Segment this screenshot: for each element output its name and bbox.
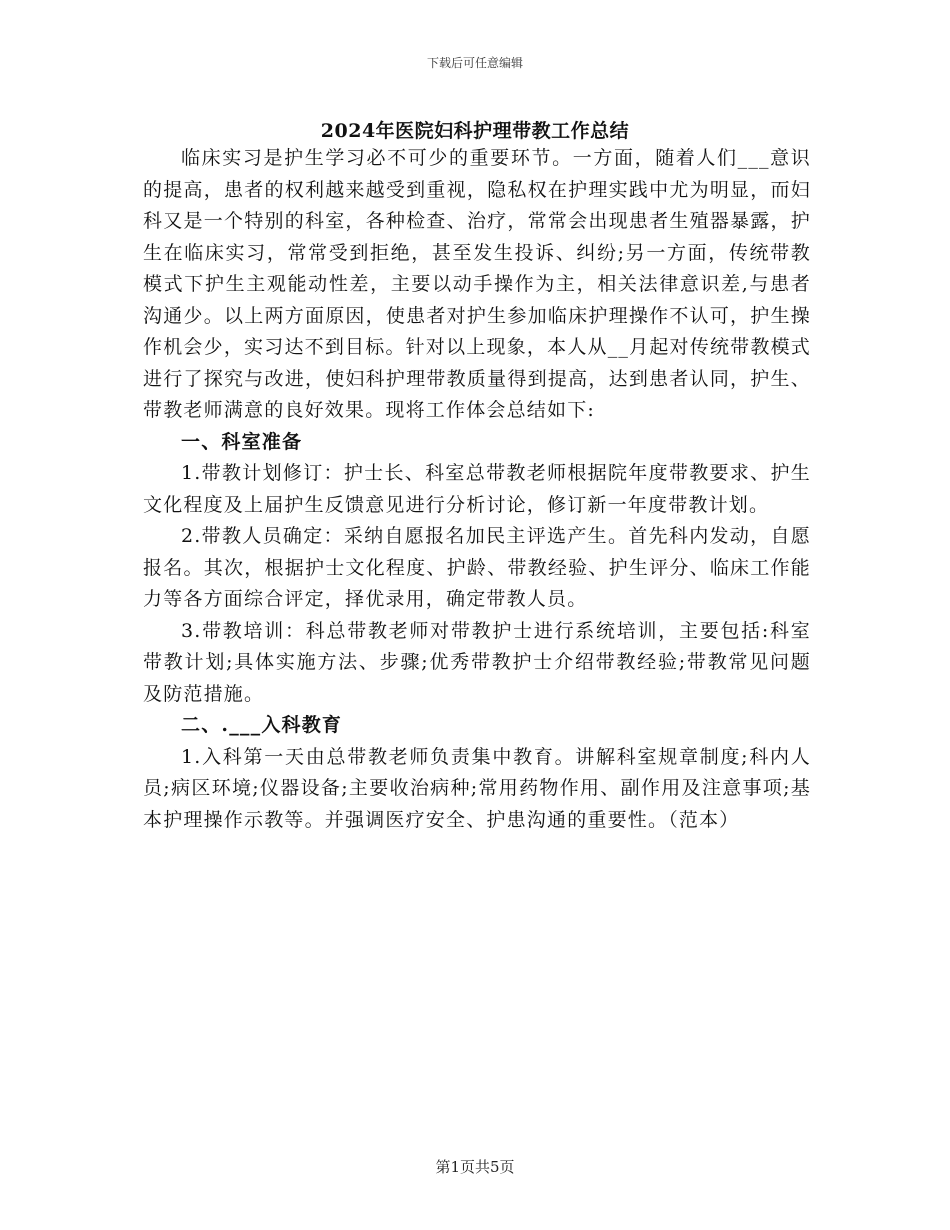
intro-paragraph: 临床实习是护生学习必不可少的重要环节。一方面，随着人们___意识的提高，患者的权利越来越受到重视，隐私权在护理实践中尤为明显，而妇科又是一个特别的科室，各种检查、治疗，常常会出现患者生殖器暴露，护生在临床实习，常常受到拒绝，甚至发生投诉、纠纷;另一方面，传统带教模式下护生主观能动性差，主要以动手操作为主，相关法律意识差,与患者沟通少。以上两方面原因，使患者对护生参加临床护理操作不认可，护生操作机会少，实习达不到目标。针对以上现象，本人从__月起对传统带教模式进行了探究与改进，使妇科护理带教质量得到提高，达到患者认同，护生、带教老师满意的良好效果。现将工作体会总结如下:: [143, 147, 811, 421]
download-note: 下载后可任意编辑: [426, 56, 523, 70]
section-heading-2: 二、.___入科教育: [181, 714, 343, 736]
document-title: 2024年医院妇科护理带教工作总结: [320, 120, 630, 142]
section1-item-2: 2.带教人员确定：采纳自愿报名加民主评选产生。首先科内发动，自愿报名。其次，根据护士文化程度、护龄、带教经验、护生评分、临床工作能力等各方面综合评定，择优录用，确定带教人员。: [143, 525, 811, 610]
section1-item-1: 1.带教计划修订：护士长、科室总带教老师根据院年度带教要求、护生文化程度及上届护生反馈意见进行分析讨论，修订新一年度带教计划。: [143, 462, 811, 516]
section2-item-1: 1.入科第一天由总带教老师负责集中教育。讲解科室规章制度;科内人员;病区环境;仪器设备;主要收治病种;常用药物作用、副作用及注意事项;基本护理操作示教等。并强调医疗安全、护患沟通的重要性。（范本）: [143, 745, 811, 831]
section-heading-1: 一、科室准备: [181, 430, 303, 453]
page-number: 第1页共5页: [435, 1158, 515, 1176]
section1-item-3: 3.带教培训：科总带教老师对带教护士进行系统培训，主要包括:科室带教计划;具体实施方法、步骤;优秀带教护士介绍带教经验;带教常见问题及防范措施。: [143, 619, 811, 705]
document-body: [143, 143, 811, 836]
